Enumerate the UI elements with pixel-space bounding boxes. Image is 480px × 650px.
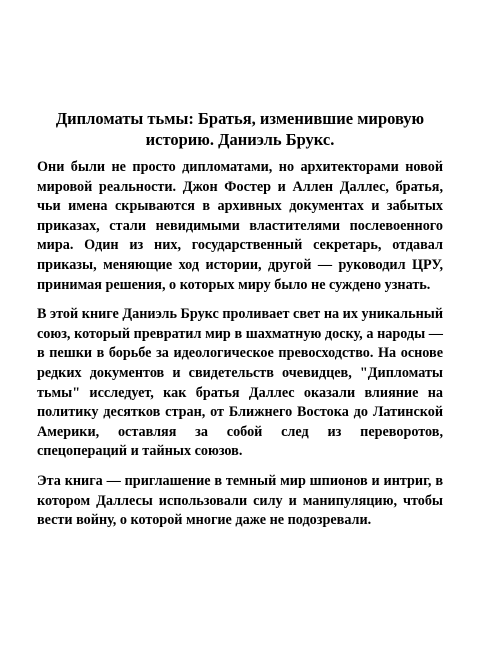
document-title: Дипломаты тьмы: Братья, изменившие мировую историю. Даниэль Брукс.	[55, 109, 425, 149]
paragraph-1: Они были не просто дипломатами, но архитекторами новой мировой реальности. Джон Фостер и Аллен Даллес, братья, чьи имена скрываются в архивных документах и забытых приказах, стали невидимыми властителями послевоенного мира. Один из них, государственный секретарь, отдавал приказы, меняющие ход истории, другой — руководил ЦРУ, принимая решения, о которых миру было не суждено узнать.	[37, 159, 443, 293]
paragraph-3: Эта книга — приглашение в темный мир шпионов и интриг, в котором Даллесы использовали силу и манипуляцию, чтобы вести войну, о которой многие даже не подозревали.	[37, 472, 443, 529]
paragraph-2: В этой книге Даниэль Брукс проливает свет на их уникальный союз, который превратил мир в шахматную доску, а народы — в пешки в борьбе за идеологическое превосходство. На основе редких документов и свидетельств очевидцев, "Дипломаты тьмы" исследует, как братья Даллес оказали влияние на политику десятков стран, от Ближнего Востока до Латинской Америки, оставляя за собой след из переворотов, спецопераций и тайных союзов.	[37, 306, 443, 460]
